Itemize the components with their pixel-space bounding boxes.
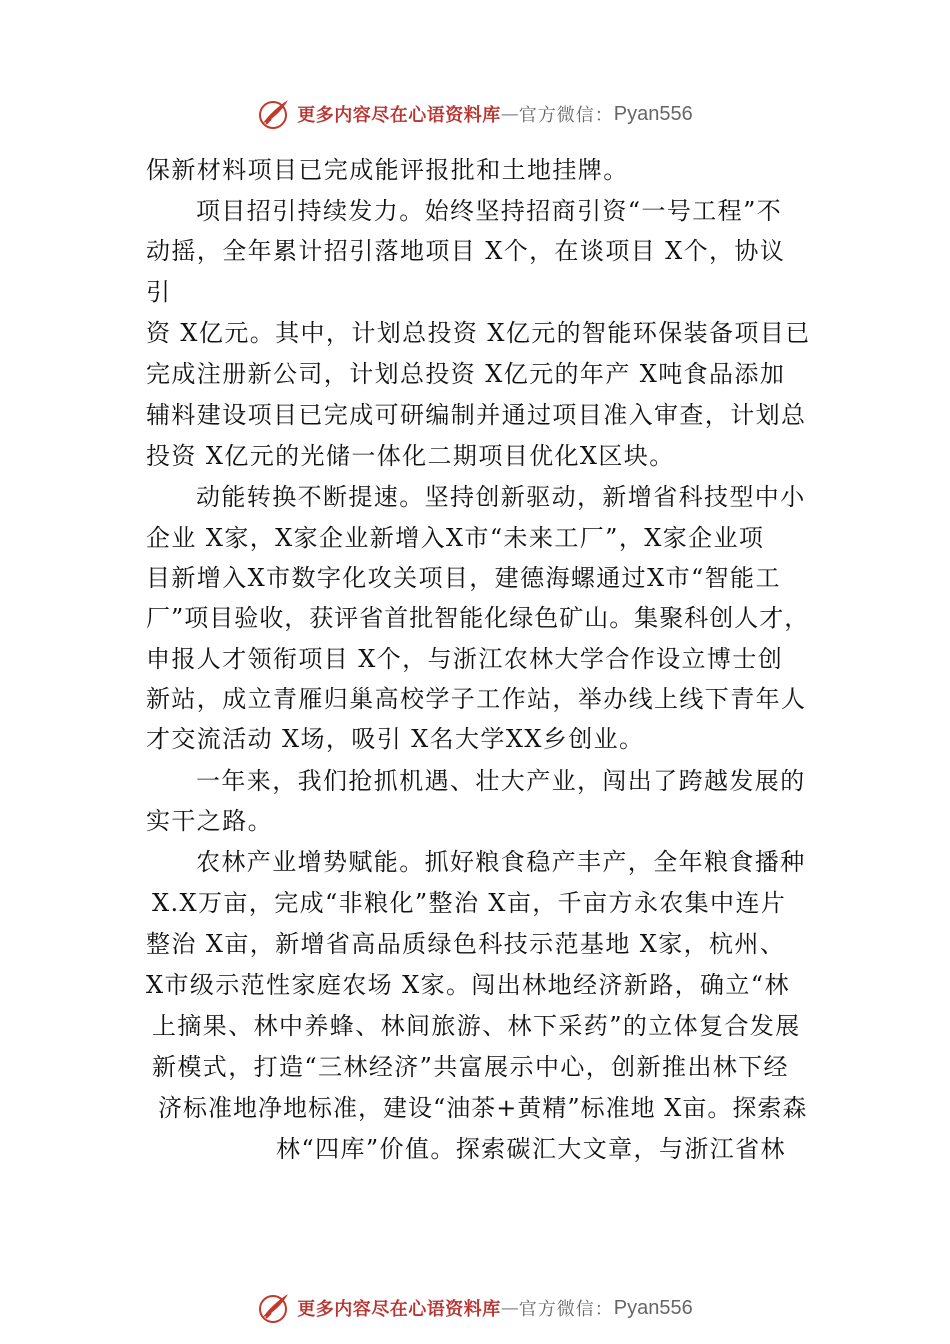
text-line: 新模式，打造“三林经济”共富展示中心，创新推出林下经 [152, 1053, 789, 1081]
header-banner [0, 92, 950, 136]
banner-account: Pyan556 [613, 1296, 693, 1319]
text-line: 资 X亿元。其中，计划总投资 X亿元的智能环保装备项目已 [146, 319, 811, 347]
text-line: X.X万亩，完成“非粮化”整治 X亩，千亩方永农集中连片 [152, 889, 787, 917]
text-line: 林“四库”价值。探索碳汇大文章，与浙江省林 [276, 1135, 786, 1163]
text-line: 动摇，全年累计招引落地项目 X个，在谈项目 X个，协议 [146, 237, 786, 265]
text-line: 整治 X亩，新增省高品质绿色科技示范基地 X家，杭州、 [146, 930, 786, 958]
quill-logo-icon [257, 97, 291, 131]
text-line: 上摘果、林中养蜂、林间旅游、林下采药”的立体复合发展 [152, 1012, 801, 1040]
text-line: 引 [146, 278, 172, 306]
text-line: 厂”项目验收，获评省首批智能化绿色矿山。集聚科创人才， [146, 604, 810, 632]
text-line: 辅料建设项目已完成可研编制并通过项目准入审查，计划总 [146, 401, 807, 429]
banner-account: Pyan556 [613, 102, 693, 125]
banner-dash: — [500, 103, 519, 125]
quill-logo-icon [257, 1291, 291, 1325]
text-line: 完成注册新公司，计划总投资 X亿元的年产 X吨食品添加 [146, 360, 786, 388]
footer-banner [0, 1286, 950, 1330]
paragraph-start-line: 项目招引持续发力。始终坚持招商引资“一号工程”不 [196, 197, 783, 225]
text-line: 企业 X家，X家企业新增入X市“未来工厂”，X家企业项 [146, 524, 765, 552]
paragraph-start-line: 一年来，我们抢抓机遇、壮大产业，闯出了跨越发展的 [196, 767, 806, 795]
text-line: 保新材料项目已完成能评报批和土地挂牌。 [146, 156, 629, 184]
text-line: 投资 X亿元的光储一体化二期项目优化X区块。 [146, 442, 675, 470]
banner-brand: 更多内容尽在心语资料库 [297, 1299, 501, 1320]
text-line: 申报人才领衔项目 X个，与浙江农林大学合作设立博士创 [146, 645, 784, 673]
banner-brand: 更多内容尽在心语资料库 [297, 105, 501, 126]
banner-dash: — [500, 1297, 519, 1319]
text-line: 新站，成立青雁归巢高校学子工作站，举办线上线下青年人 [146, 685, 807, 713]
text-line: 目新增入X市数字化攻关项目，建德海螺通过X市“智能工 [146, 564, 781, 592]
paragraph-start-line: 农林产业增势赋能。抓好粮食稳产丰产，全年粮食播种 [196, 848, 806, 876]
paragraph-start-line: 动能转换不断提速。坚持创新驱动，新增省科技型中小 [196, 483, 806, 511]
banner-wechat-label: 官方微信： [518, 105, 614, 126]
text-line: 才交流活动 X场，吸引 X名大学XX乡创业。 [146, 725, 645, 753]
text-line: 实干之路。 [146, 807, 273, 835]
banner-wechat-label: 官方微信： [518, 1299, 614, 1320]
text-line: X市级示范性家庭农场 X家。闯出林地经济新路，确立“林 [146, 971, 790, 999]
text-line: 济标准地净地标准，建设“油茶+黄精”标准地 X亩。探索森 [158, 1094, 808, 1122]
